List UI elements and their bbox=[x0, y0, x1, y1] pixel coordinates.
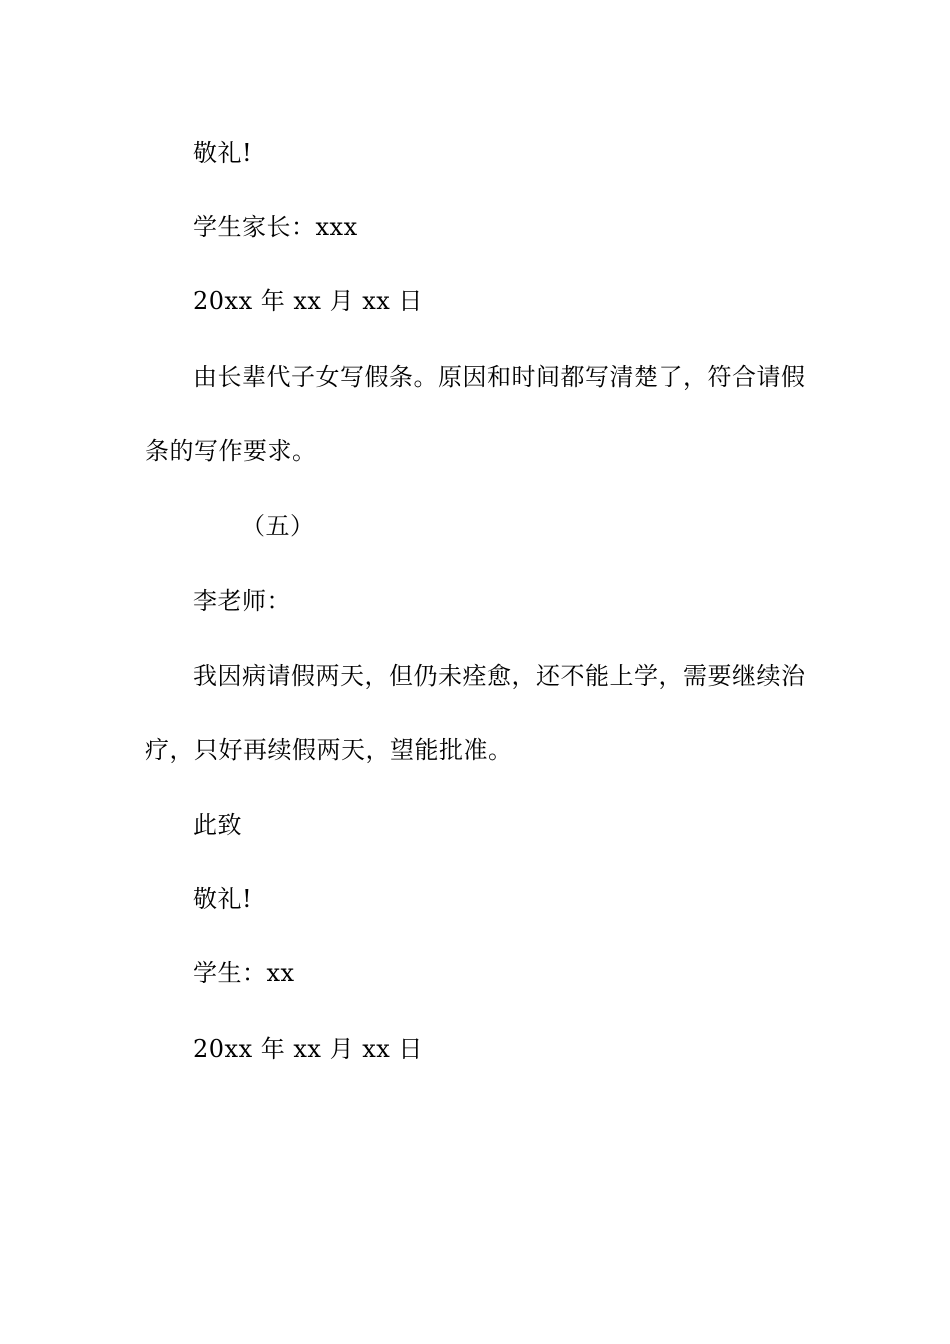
body-line-1: 我因病请假两天，但仍未痊愈，还不能上学，需要继续治 bbox=[193, 662, 806, 690]
greeting-text: 李老师： bbox=[193, 587, 291, 615]
student-signature: 学生：xx bbox=[193, 959, 295, 987]
date-line: 20xx 年 xx 月 xx 日 bbox=[193, 1035, 423, 1063]
body-line-2: 疗，只好再续假两天，望能批准。 bbox=[145, 736, 513, 764]
closing-text: 此致 bbox=[193, 811, 242, 839]
comment-line-2: 条的写作要求。 bbox=[145, 437, 317, 465]
comment-line-1: 由长辈代子女写假条。原因和时间都写清楚了，符合请假 bbox=[193, 363, 806, 391]
parent-signature: 学生家长：xxx bbox=[193, 213, 358, 241]
date-line: 20xx 年 xx 月 xx 日 bbox=[193, 287, 423, 315]
salute-text: 敬礼! bbox=[193, 139, 253, 167]
salute-text: 敬礼! bbox=[193, 885, 253, 913]
section-heading: （五） bbox=[241, 512, 315, 540]
